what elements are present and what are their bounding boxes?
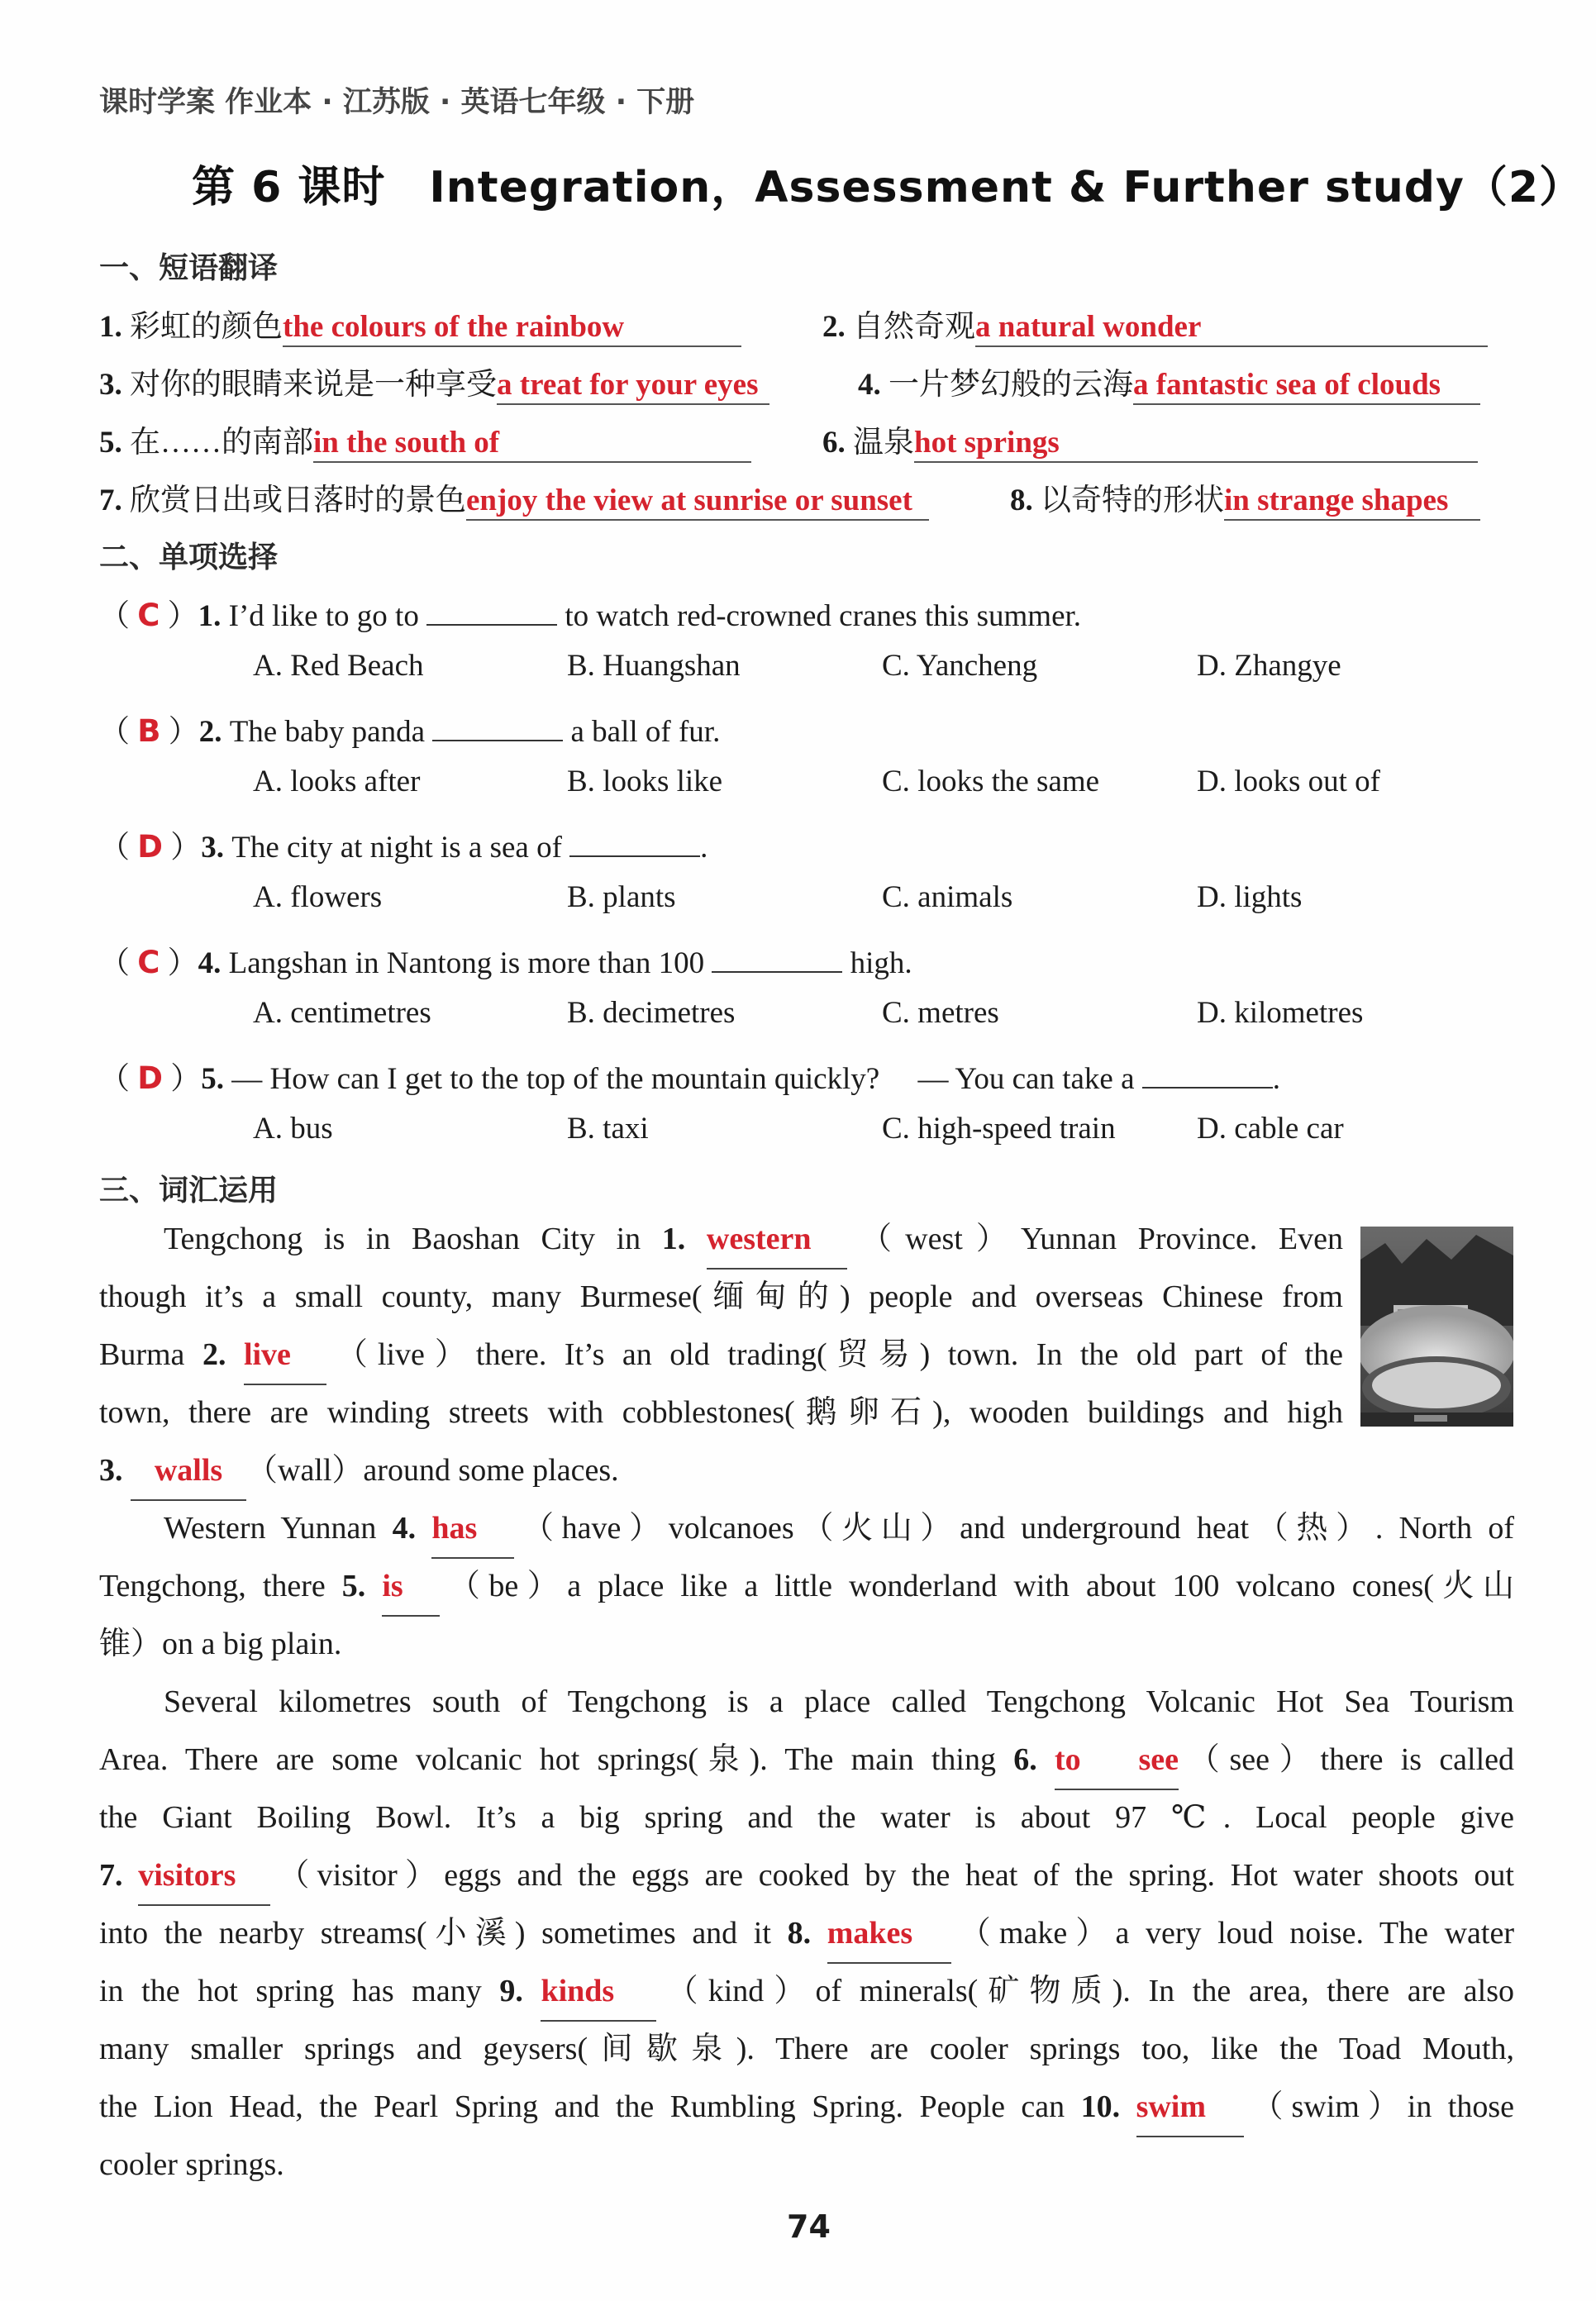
lesson-title: 第 6 课时 Integration，Assessment & Further study（2）: [192, 163, 1584, 212]
choice-answer: C: [137, 598, 160, 633]
choice-answer: D: [137, 829, 163, 865]
passage-line: into the nearby streams(小溪) sometimes and it 8. makes （make）a very loud noise. The water: [99, 1904, 1514, 1964]
answer-text: a natural wonder: [975, 310, 1202, 344]
page-number: 74: [787, 2208, 831, 2245]
answer-text: in strange shapes: [1224, 484, 1449, 517]
choice-question: （ C ）1. I’d like to go to to watch red-crowned cranes this summer.: [99, 598, 1082, 633]
choice-option-b: B. taxi: [567, 1112, 649, 1146]
choice-option-d: D. cable car: [1197, 1112, 1344, 1146]
answer-blank: live: [244, 1326, 326, 1385]
translation-item: 4. 一片梦幻般的云海a fantastic sea of clouds: [858, 359, 1480, 405]
passage-line: Tengchong is in Baoshan City in 1. western （west）Yunnan Province. Even: [99, 1210, 1343, 1270]
choice-option-c: C. looks the same: [882, 765, 1100, 798]
passage-line: 3. walls （wall）around some places.: [99, 1441, 619, 1501]
choice-option-b: B. Huangshan: [567, 649, 741, 683]
section-heading-word-use: 三、词汇运用: [99, 1174, 279, 1208]
choice-option-a: A. centimetres: [253, 996, 431, 1030]
answer-text: in the south of: [313, 426, 500, 460]
passage-line: Tengchong, there 5. is （be）a place like a little wonderland with about 100 volcano cones(火山: [99, 1557, 1514, 1617]
passage-line: in the hot spring has many 9. kinds （kind）of minerals(矿物质). In the area, there are also: [99, 1962, 1514, 2022]
translation-item: 6. 温泉hot springs: [822, 417, 1478, 463]
passage-line: Western Yunnan 4. has （have）volcanoes（火山）and underground heat（热）. North of: [99, 1499, 1514, 1559]
translation-item: 1. 彩虹的颜色the colours of the rainbow: [99, 301, 741, 347]
choice-option-b: B. looks like: [567, 765, 723, 798]
choice-answer: B: [137, 713, 161, 749]
section-heading-multiple-choice: 二、单项选择: [99, 541, 279, 574]
passage-line: Area. There are some volcanic hot springs(泉). The main thing 6. to see（see）there is called: [99, 1731, 1514, 1790]
choice-option-b: B. plants: [567, 880, 676, 914]
choice-option-d: D. looks out of: [1197, 765, 1380, 798]
choice-option-c: C. metres: [882, 996, 999, 1030]
answer-text: a treat for your eyes: [497, 368, 759, 402]
translation-item: 5. 在……的南部in the south of: [99, 417, 751, 463]
section-heading-translation: 一、短语翻译: [99, 251, 279, 285]
passage-line: town, there are winding streets with cobblestones(鹅卵石), wooden buildings and high: [99, 1395, 1343, 1430]
choice-question: （ C ）4. Langshan in Nantong is more than 100 high.: [99, 945, 912, 980]
choice-option-c: C. animals: [882, 880, 1013, 914]
choice-option-d: D. kilometres: [1197, 996, 1364, 1030]
book-header: 课时学案 作业本 · 江苏版 · 英语七年级 · 下册: [99, 86, 695, 119]
answer-blank: has: [431, 1499, 514, 1559]
passage-line: cooler springs.: [99, 2147, 284, 2182]
passage-line: the Giant Boiling Bowl. It’s a big spring and the water is about 97 ℃. Local people give: [99, 1800, 1514, 1835]
answer-text: a fantastic sea of clouds: [1133, 368, 1441, 402]
answer-blank: western: [707, 1210, 847, 1270]
passage-line: Burma 2. live （live）there. It’s an old trading(贸易) town. In the old part of the: [99, 1326, 1343, 1385]
passage-line: the Lion Head, the Pearl Spring and the Rumbling Spring. People can 10. swim （swim）in those: [99, 2078, 1514, 2137]
choice-answer: D: [137, 1060, 163, 1096]
translation-item: 3. 对你的眼睛来说是一种享受a treat for your eyes: [99, 359, 769, 405]
hot-spring-photo: [1360, 1227, 1513, 1427]
answer-blank: visitors: [138, 1846, 270, 1906]
choice-option-a: A. Red Beach: [253, 649, 424, 683]
answer-blank: is: [382, 1557, 440, 1617]
choice-option-c: C. Yancheng: [882, 649, 1038, 683]
answer-text: the colours of the rainbow: [283, 310, 625, 344]
answer-blank: walls: [131, 1441, 246, 1501]
translation-item: 8. 以奇特的形状in strange shapes: [1010, 474, 1480, 521]
answer-blank: swim: [1136, 2078, 1244, 2137]
choice-question: （ B ）2. The baby panda a ball of fur.: [99, 713, 721, 749]
choice-option-a: A. looks after: [253, 765, 421, 798]
answer-blank: makes: [827, 1904, 951, 1964]
passage-line: though it’s a small county, many Burmese(缅甸的) people and overseas Chinese from: [99, 1279, 1343, 1314]
translation-item: 2. 自然奇观a natural wonder: [822, 301, 1488, 347]
choice-option-c: C. high-speed train: [882, 1112, 1116, 1146]
choice-question: （ D ）5. — How can I get to the top of the mountain quickly? — You can take a .: [99, 1060, 1281, 1096]
choice-question: （ D ）3. The city at night is a sea of .: [99, 829, 708, 865]
choice-option-d: D. Zhangye: [1197, 649, 1341, 683]
answer-blank: to see: [1055, 1731, 1179, 1790]
passage-line: 锥）on a big plain.: [99, 1627, 342, 1661]
passage-line: Several kilometres south of Tengchong is a place called Tengchong Volcanic Hot Sea Tourism: [164, 1684, 1514, 1719]
choice-option-a: A. flowers: [253, 880, 383, 914]
answer-text: enjoy the view at sunrise or sunset: [466, 484, 912, 517]
choice-option-b: B. decimetres: [567, 996, 736, 1030]
passage-line: many smaller springs and geysers(间歇泉). There are cooler springs too, like the Toad Mouth,: [99, 2032, 1514, 2066]
choice-answer: C: [137, 945, 160, 980]
answer-text: hot springs: [914, 426, 1060, 460]
answer-blank: kinds: [541, 1962, 656, 2022]
choice-option-d: D. lights: [1197, 880, 1303, 914]
choice-option-a: A. bus: [253, 1112, 333, 1146]
passage-line: 7. visitors （visitor）eggs and the eggs are cooked by the heat of the spring. Hot water shoots out: [99, 1846, 1514, 1906]
translation-item: 7. 欣赏日出或日落时的景色enjoy the view at sunrise or sunset: [99, 474, 929, 521]
